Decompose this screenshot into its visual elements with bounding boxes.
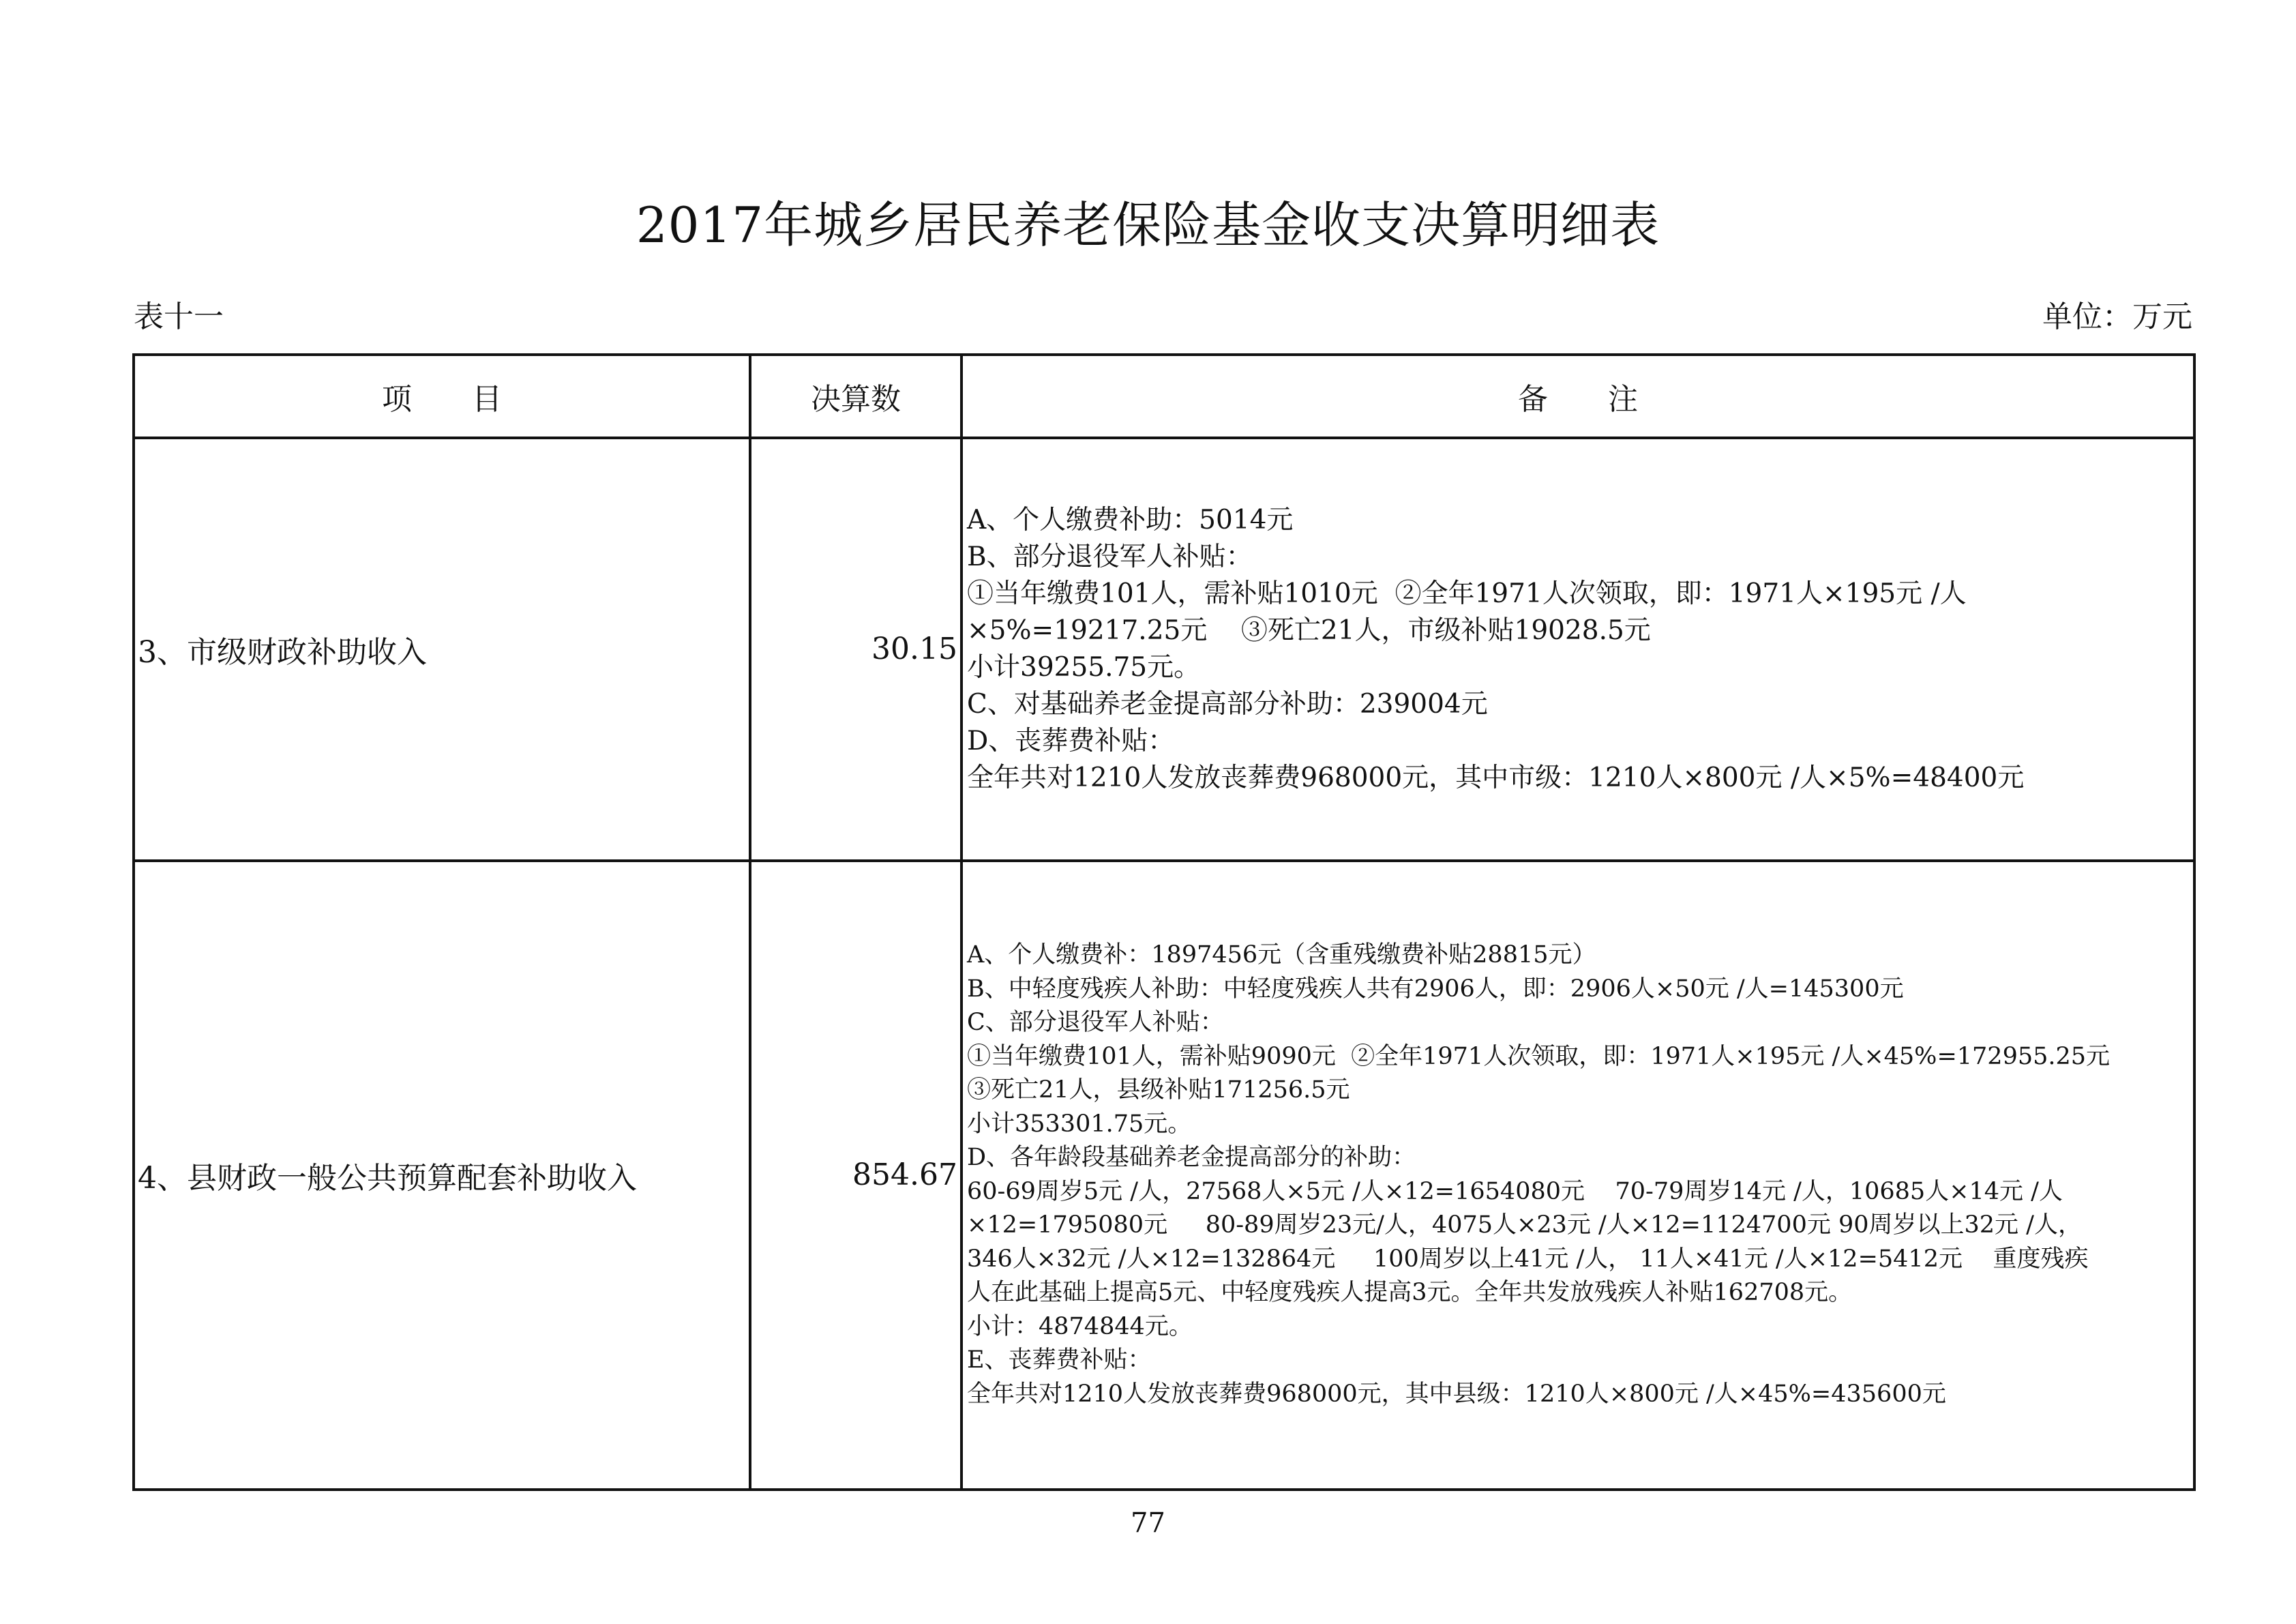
note-line: 全年共对1210人发放丧葬费968000元，其中市级：1210人×800元 /人×5%=48400元 xyxy=(967,762,2025,793)
note-line: 小计：4874844元。 xyxy=(967,1312,1193,1340)
amount-cell: 30.15 xyxy=(750,438,961,861)
header-item: 项 目 xyxy=(134,355,750,438)
note-line: ×12=1795080元 80-89周岁23元/人，4075人×23元 /人×12=1124700元 90周岁以上32元 /人， xyxy=(967,1211,2082,1239)
page-title: 2017年城乡居民养老保险基金收支决算明细表 xyxy=(636,196,1660,254)
note-line: B、中轻度残疾人补助：中轻度残疾人共有2906人，即：2906人×50元 /人=145300元 xyxy=(967,975,1904,1003)
amount-cell: 854.67 xyxy=(750,861,961,1490)
note-line: 346人×32元 /人×12=132864元 100周岁以上41元 /人， 11人×41元 /人×12=5412元 重度残疾 xyxy=(967,1245,2089,1273)
table-row xyxy=(134,438,2194,861)
notes-cell xyxy=(961,861,2194,1490)
item-cell: 3、市级财政补助收入 xyxy=(134,438,750,861)
note-line: A、个人缴费补：1897456元（含重残缴费补贴28815元） xyxy=(967,941,1596,969)
header-notes: 备 注 xyxy=(961,355,2194,438)
note-line: C、对基础养老金提高部分补助：239004元 xyxy=(967,688,1488,720)
note-line: E、丧葬费补贴： xyxy=(967,1346,1152,1374)
budget-table xyxy=(132,353,2196,1491)
note-line: C、部分退役军人补贴： xyxy=(967,1009,1224,1037)
header-amount: 决算数 xyxy=(750,355,961,438)
note-line: D、各年龄段基础养老金提高部分的补助： xyxy=(967,1144,1416,1172)
note-line: 人在此基础上提高5元、中轻度残疾人提高3元。全年共发放残疾人补贴162708元。 xyxy=(967,1279,1853,1307)
note-line: ③死亡21人，县级补贴171256.5元 xyxy=(967,1076,1350,1104)
note-line: B、部分退役军人补贴： xyxy=(967,541,1253,572)
note-line: ×5%=19217.25元 ③死亡21人，市级补贴19028.5元 xyxy=(967,615,1651,646)
note-line: 60-69周岁5元 /人，27568人×5元 /人×12=1654080元 70-79周岁14元 /人，10685人×14元 /人 xyxy=(967,1177,2063,1205)
note-line: ①当年缴费101人，需补贴9090元 ②全年1971人次领取，即：1971人×195元 /人×45%=172955.25元 xyxy=(967,1042,2111,1070)
note-line: 全年共对1210人发放丧葬费968000元，其中县级：1210人×800元 /人×45%=435600元 xyxy=(967,1380,1946,1408)
page-number: 77 xyxy=(1131,1507,1165,1539)
table-header-row xyxy=(134,355,2194,438)
note-line: D、丧葬费补贴： xyxy=(967,725,1175,756)
unit-label: 单位：万元 xyxy=(2042,299,2192,334)
table-label: 表十一 xyxy=(134,299,224,334)
note-line: ①当年缴费101人，需补贴1010元 ②全年1971人次领取，即：1971人×195元 /人 xyxy=(967,578,1967,609)
note-line: 小计353301.75元。 xyxy=(967,1110,1192,1138)
item-cell: 4、县财政一般公共预算配套补助收入 xyxy=(134,861,750,1490)
notes-cell xyxy=(961,438,2194,861)
table-row xyxy=(134,861,2194,1490)
note-line: 小计39255.75元。 xyxy=(967,651,1201,683)
note-line: A、个人缴费补助：5014元 xyxy=(967,504,1294,535)
